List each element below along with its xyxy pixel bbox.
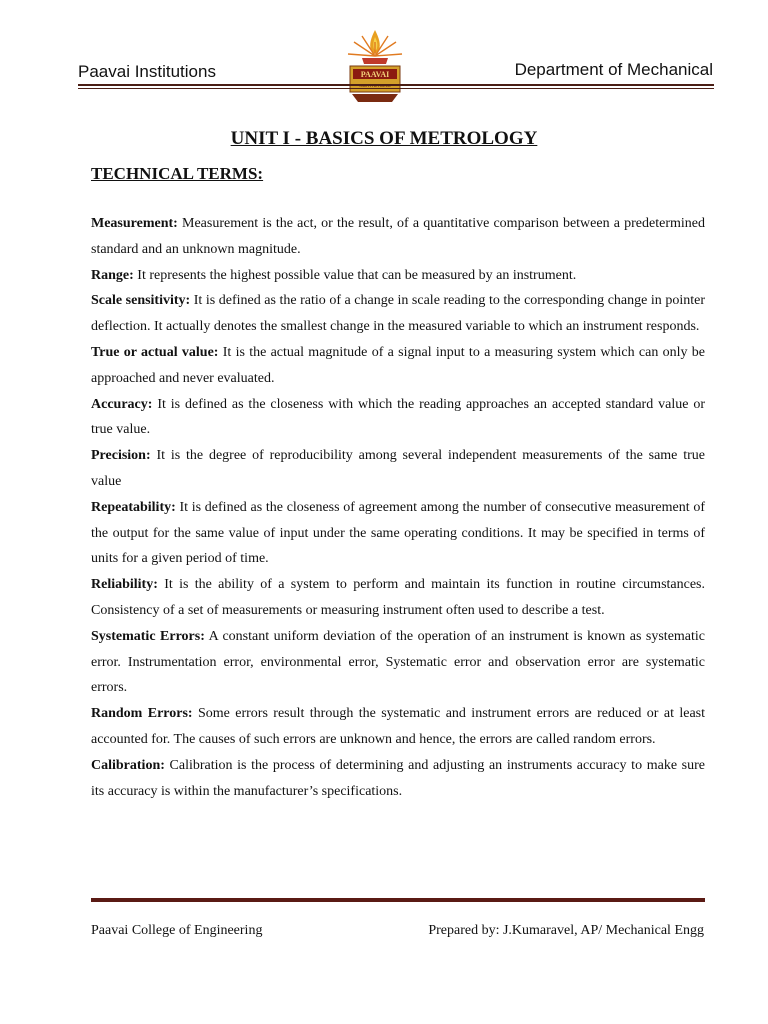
term-paragraph bbox=[91, 495, 705, 572]
term-definition: It is the actual magnitude of a signal input to a measuring system which can only be approached and never evaluated. bbox=[91, 344, 706, 386]
term-definition: Calibration is the process of determining and adjusting an instruments accuracy to make sure its accuracy is within the manufacturer’s specifications. bbox=[91, 757, 705, 799]
term-definition: It is the ability of a system to perform and maintain its function in routine circumstances. Consistency of a set of measurements or measuring instrument often used to describe a test. bbox=[91, 577, 705, 618]
term-paragraph bbox=[91, 211, 705, 263]
logo-subtext: INSTITUTIONS bbox=[359, 83, 391, 88]
footer-author: Prepared by: J.Kumaravel, AP/ Mechanical Engg bbox=[428, 923, 704, 938]
logo-text: PAAVAI bbox=[360, 70, 390, 79]
term-label: Calibration: bbox=[91, 757, 165, 773]
terms-list bbox=[91, 211, 705, 804]
term-paragraph bbox=[91, 340, 705, 392]
term-label: Random Errors: bbox=[91, 706, 193, 722]
term-definition: It is the degree of reproducibility among several independent measurements of the same true value bbox=[91, 448, 705, 489]
footer-divider bbox=[91, 898, 705, 902]
term-label: Repeatability: bbox=[91, 499, 176, 515]
term-definition: It is defined as the closeness of agreement among the number of consecutive measurement of the output for the same value of input under the same operating conditions. It may be specified in terms of units for a given period of time. bbox=[91, 499, 705, 567]
section-heading: TECHNICAL TERMS: bbox=[91, 164, 264, 183]
page-title: UNIT I - BASICS OF METROLOGY bbox=[230, 128, 538, 149]
term-definition: It represents the highest possible value that can be measured by an instrument. bbox=[133, 267, 577, 283]
header-divider bbox=[78, 84, 714, 89]
term-paragraph bbox=[91, 624, 705, 701]
term-definition: Measurement is the act, or the result, of a quantitative comparison between a predetermined standard and an unknown magnitude. bbox=[91, 216, 705, 257]
institution-logo bbox=[340, 28, 410, 108]
term-definition: A constant uniform deviation of the operation of an instrument is known as systematic error. Instrumentation error, environmental error, Systematic error and observation error are systematic errors. bbox=[91, 628, 705, 696]
term-paragraph bbox=[91, 263, 705, 289]
term-paragraph bbox=[91, 392, 705, 444]
term-label: Systematic Errors: bbox=[91, 628, 205, 644]
institution-name: Paavai Institutions bbox=[78, 62, 216, 81]
department-name: Department of Mechanical bbox=[514, 60, 713, 79]
term-label: Measurement: bbox=[91, 216, 178, 231]
term-paragraph bbox=[91, 701, 705, 753]
term-label: Scale sensitivity: bbox=[91, 293, 191, 309]
term-label: Accuracy: bbox=[91, 396, 153, 412]
term-label: True or actual value: bbox=[91, 344, 219, 360]
term-paragraph bbox=[91, 572, 705, 624]
term-label: Range: bbox=[91, 267, 134, 283]
term-definition: It is defined as the ratio of a change in scale reading to the corresponding change in pointer deflection. It actually denotes the smallest change in the measured variable to which an instrument responds. bbox=[91, 293, 705, 335]
term-label: Reliability: bbox=[91, 577, 158, 593]
term-paragraph bbox=[91, 288, 705, 340]
term-definition: Some errors result through the systematic and instrument errors are reduced or at least accounted for. The causes of such errors are unknown and hence, the errors are called random errors. bbox=[91, 706, 705, 747]
term-paragraph bbox=[91, 753, 705, 805]
term-definition: It is defined as the closeness with which the reading approaches an accepted standard value or true value. bbox=[91, 396, 705, 438]
footer-college: Paavai College of Engineering bbox=[91, 923, 263, 938]
term-label: Precision: bbox=[91, 448, 151, 464]
term-paragraph bbox=[91, 443, 705, 495]
